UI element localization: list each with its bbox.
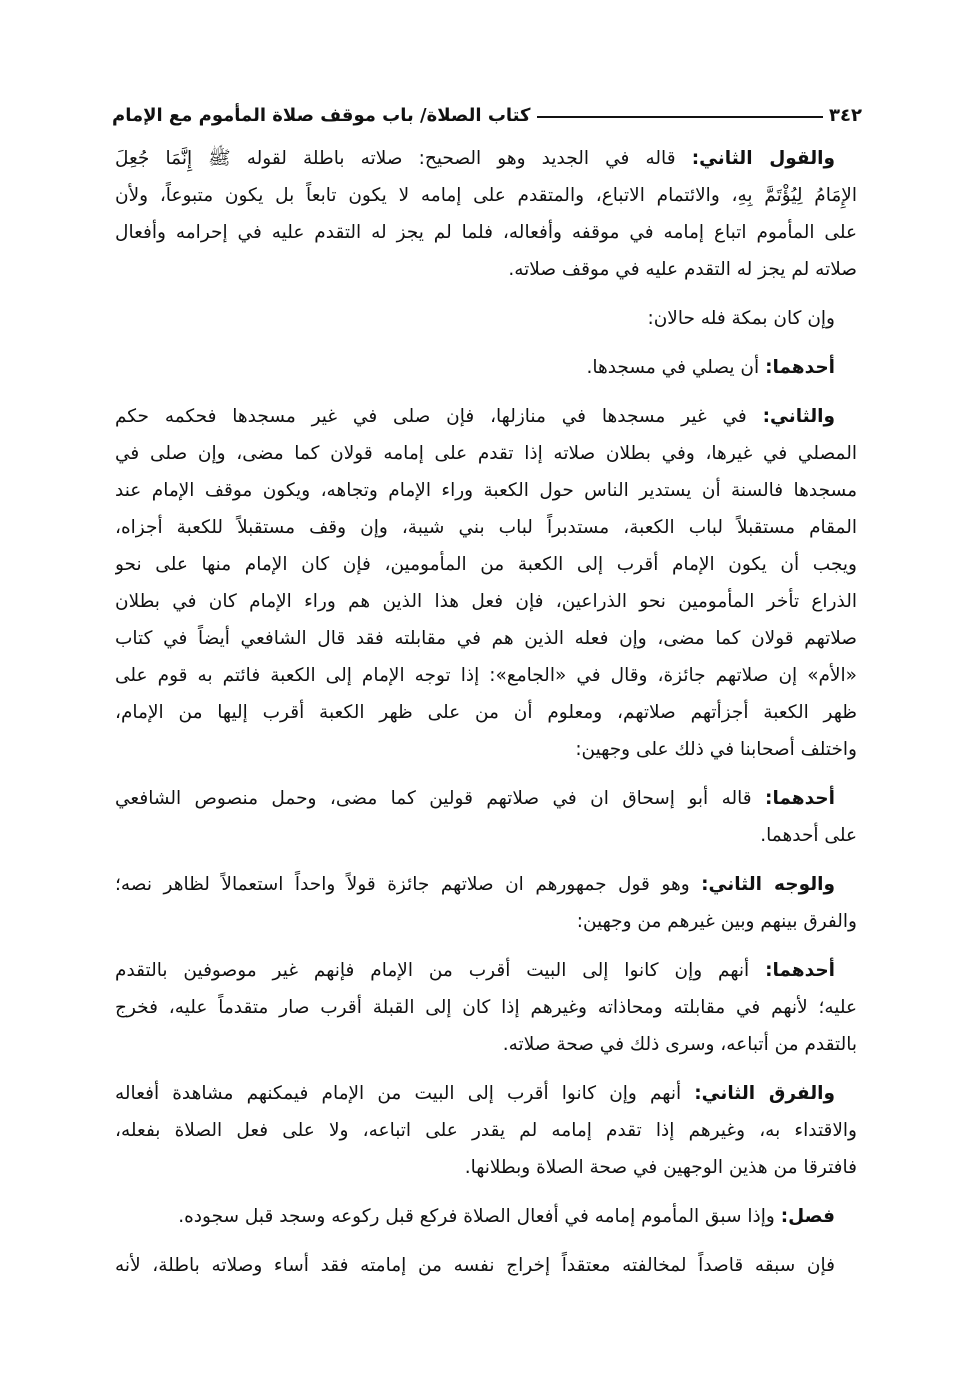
paragraph-gap [115, 1063, 857, 1075]
line-text: المقام مستقبلاً لباب الكعبة، مستدبراً لباب بني شيبة، وإن وقف مستقبلاً للكعبة أجزاه، [115, 517, 857, 538]
line-text: صلاته لم يجز له التقدم عليه في موقف صلاته. [508, 259, 857, 280]
text-line [115, 817, 857, 854]
text-line [115, 694, 857, 731]
line-text: ويجب أن يكون الإمام أقرب إلى الكعبة من المأمومين، فإن كان الإمام منها على نحو [115, 554, 857, 575]
line-text: فافترقا من هذين الوجهين في صحة الصلاة وبطلانها. [464, 1157, 857, 1178]
line-text: مسجدها فالسنة أن يستدير الناس حول الكعبة وراء الإمام وتجاهه، ويكون موقف الإمام عند [115, 480, 857, 501]
line-text: وإذا سبق المأموم إمامه في أفعال الصلاة فركع قبل ركوعه وسجد قبل سجوده. [178, 1206, 775, 1227]
text-line [115, 903, 857, 940]
paragraph [115, 952, 857, 1063]
text-line [115, 989, 857, 1026]
paragraph-lead: والفرق الثاني: [694, 1083, 835, 1104]
chapter-title: كتاب الصلاة/ باب موقف صلاة المأموم مع الإمام [112, 105, 531, 126]
text-line [115, 731, 857, 768]
text-line [115, 780, 857, 817]
paragraph-gap [115, 1235, 857, 1247]
paragraph-gap [115, 1284, 857, 1296]
line-text: وإن كان بمكة فله حالان: [647, 308, 835, 329]
paragraph-lead: أحدهما: [765, 788, 835, 809]
text-line [115, 435, 857, 472]
line-text: في غير مسجدها في منازلها، فإن صلى في غير مسجدها فحكمه حكم [115, 406, 747, 427]
paragraph-lead: أحدهما: [765, 960, 835, 981]
line-text: الذراع تأخر المأمومين نحو الذراعين، فإن فعل هذا الذين هم وراء الإمام كان في بطلان [115, 591, 857, 612]
page-body [115, 140, 857, 1296]
text-line [115, 657, 857, 694]
paragraph-gap [115, 337, 857, 349]
line-text: والفرق بينهم وبين غيرهم من وجهين: [576, 911, 857, 932]
line-text: أنهم وإن كانوا أقرب إلى البيت من الإمام فيمكنهم مشاهدة أفعاله [115, 1083, 682, 1104]
text-line [115, 1112, 857, 1149]
line-text: عليه؛ لأنهم في مقابلته ومحاذاته وغيرهم إذا كان إلى القبلة أقرب صار متقدماً عليه، فخرج [115, 997, 857, 1018]
line-text: المصلي في غيرها، وفي بطلان صلاته إذا تقدم على إمامه قولان كما مضى، وإن صلى في [115, 443, 857, 464]
text-line [115, 866, 857, 903]
line-text: وهو قول جمهورهم ان صلاتهم جائزة قولاً واحداً استعمالاً لظاهر نصه؛ [115, 874, 690, 895]
paragraph-lead: والوجه الثاني: [701, 874, 835, 895]
line-text: أنهم وإن كانوا إلى البيت أقرب من الإمام فإنهم غير موصوفين بالتقدم [115, 960, 750, 981]
paragraph-gap [115, 288, 857, 300]
text-line [115, 214, 857, 251]
line-text: فإن سبقه قاصداً لمخالفته معتقداً إخراج نفسه من إمامته فقد أساء وصلاته باطلة، لأنه [115, 1255, 835, 1276]
line-text: الإِمَامُ لِيُؤْتَمَّ بِهِ، والائتمام الاتباع، والمتقدم على إمامه لا يكون تابعاً بل يكون متبوعاً، ولأن [115, 185, 857, 206]
text-line [115, 1026, 857, 1063]
paragraph [115, 398, 857, 768]
line-text: على أحدهما. [760, 825, 857, 846]
text-line [115, 349, 857, 386]
line-text: على المأموم اتباع إمامه في موقفه وأفعاله، فلما لم يجز له التقدم عليه في إحرامه وأفعال [115, 222, 857, 243]
paragraph [115, 1247, 857, 1284]
text-line [115, 472, 857, 509]
paragraph-gap [115, 768, 857, 780]
running-header [112, 92, 862, 126]
paragraph-gap [115, 386, 857, 398]
line-text: والاقتداء به، وغيرهم إذا تقدم إمامه لم يقدر على اتباعه، ولا على فعل الصلاة بفعله، [115, 1120, 857, 1141]
paragraph-lead: والثاني: [762, 406, 835, 427]
text-line [115, 251, 857, 288]
text-line [115, 1247, 857, 1284]
line-text: صلاتهم قولان كما مضى، وإن فعله الذين هم في مقابلته فقد قال الشافعي أيضاً في كتاب [115, 628, 857, 649]
line-text: «الأم» إن صلاتهم جائزة، وقال في «الجامع»: إذا توجه الإمام إلى الكعبة فائتم به قوم على [115, 665, 857, 686]
text-line [115, 1198, 857, 1235]
text-line [115, 1075, 857, 1112]
paragraph [115, 866, 857, 940]
line-text: واختلف أصحابنا في ذلك على وجهين: [575, 739, 857, 760]
text-line [115, 140, 857, 177]
paragraph-gap [115, 854, 857, 866]
paragraph [115, 300, 857, 337]
text-line [115, 398, 857, 435]
paragraph [115, 1198, 857, 1235]
text-line [115, 509, 857, 546]
paragraph [115, 349, 857, 386]
paragraph-lead: فصل: [780, 1206, 835, 1227]
line-text: قاله أبو إسحاق ان في صلاتهم قولين كما مضى، وحمل منصوص الشافعي [115, 788, 752, 809]
paragraph-lead: والقول الثاني: [691, 148, 835, 169]
text-line [115, 583, 857, 620]
line-text: ظهر الكعبة أجزأتهم صلاتهم، ومعلوم أن من على ظهر الكعبة أقرب إليها من الإمام، [115, 702, 857, 723]
paragraph [115, 140, 857, 288]
text-line [115, 546, 857, 583]
text-line [115, 620, 857, 657]
text-line [115, 177, 857, 214]
line-text: قاله في الجديد وهو الصحيح: صلاته باطلة لقوله ﷺ إِنَّمَا جُعِلَ [115, 148, 676, 169]
paragraph-lead: أحدهما: [765, 357, 835, 378]
text-line [115, 952, 857, 989]
paragraph [115, 1075, 857, 1186]
paragraph-gap [115, 1186, 857, 1198]
text-line [115, 1149, 857, 1186]
header-rule [537, 116, 824, 118]
line-text: بالتقدم من أتباعه، وسرى ذلك في صحة صلاته. [502, 1034, 857, 1055]
page-number: ٣٤٢ [829, 105, 862, 126]
line-text: أن يصلي في مسجدها. [586, 357, 760, 378]
paragraph [115, 780, 857, 854]
paragraph-gap [115, 940, 857, 952]
text-line [115, 300, 857, 337]
